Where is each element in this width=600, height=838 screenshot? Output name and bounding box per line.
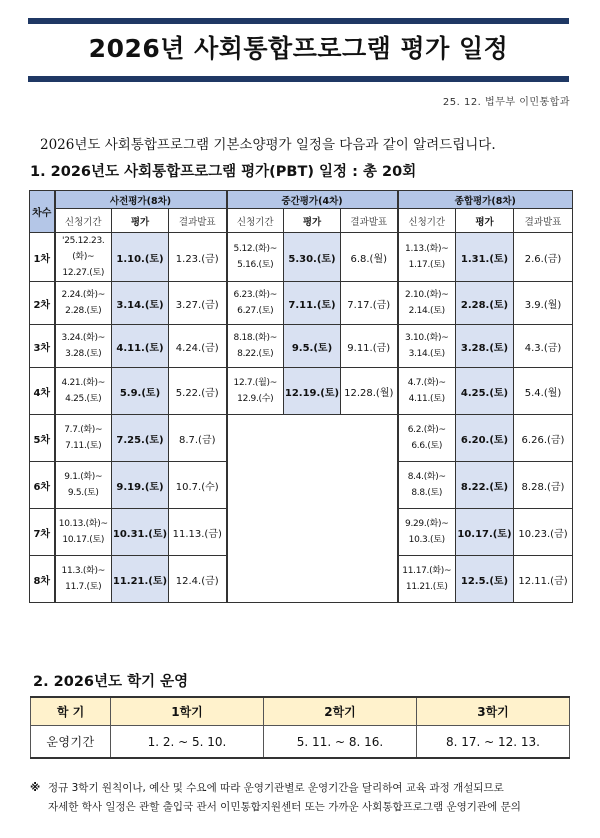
group-header-mid: 중간평가(4차) [227, 191, 398, 209]
mid-eval-date: 7.11.(토) [284, 282, 341, 325]
pre-eval-date: 7.25.(토) [112, 415, 169, 462]
pre-result-date: 11.13.(금) [169, 509, 227, 556]
subheader-eval: 평가 [456, 209, 514, 233]
page-title: 2026년 사회통합프로그램 평가 일정 [88, 34, 509, 63]
final-eval-date: 10.17.(토) [456, 509, 514, 556]
pre-apply-period: '25.12.23.(화)~ 12.27.(토) [55, 233, 112, 282]
note-line-1: 정규 3학기 원칙이나, 예산 및 수요에 따라 운영기관별로 운영기간을 달리하여 교육 과정 개설되므로 [48, 782, 504, 794]
pre-eval-date: 1.10.(토) [112, 233, 169, 282]
section-1-heading: 1. 2026년도 사회통합프로그램 평가(PBT) 일정 : 총 20회 [30, 164, 417, 180]
mid-apply-period: 6.23.(화)~ 6.27.(토) [227, 282, 284, 325]
table-row [30, 282, 573, 325]
subheader-apply: 신청기간 [398, 209, 456, 233]
final-apply-period: 3.10.(화)~ 3.14.(토) [398, 325, 456, 368]
mid-result-date: 9.11.(금) [341, 325, 398, 368]
pre-apply-period: 10.13.(화)~ 10.17.(토) [55, 509, 112, 556]
final-apply-period: 1.13.(화)~ 1.17.(토) [398, 233, 456, 282]
pre-result-date: 1.23.(금) [169, 233, 227, 282]
pre-apply-period: 3.24.(화)~ 3.28.(토) [55, 325, 112, 368]
table-row [30, 368, 573, 415]
final-apply-period: 2.10.(화)~ 2.14.(토) [398, 282, 456, 325]
pre-result-date: 3.27.(금) [169, 282, 227, 325]
round-label: 6차 [30, 462, 55, 509]
final-eval-date: 8.22.(토) [456, 462, 514, 509]
round-label: 5차 [30, 415, 55, 462]
final-eval-date: 4.25.(토) [456, 368, 514, 415]
pre-apply-period: 7.7.(화)~ 7.11.(토) [55, 415, 112, 462]
semester-period: 5. 11. ~ 8. 16. [264, 726, 417, 759]
mid-result-date: 12.28.(월) [341, 368, 398, 415]
pre-eval-date: 4.11.(토) [112, 325, 169, 368]
pre-apply-period: 9.1.(화)~ 9.5.(토) [55, 462, 112, 509]
subheader-result: 결과발표 [341, 209, 398, 233]
note-line-2: 자세한 학사 일정은 관할 출입국 관서 이민통합지원센터 또는 가까운 사회통합프로그램 운영기관에 문의 [48, 801, 521, 813]
semester-period: 8. 17. ~ 12. 13. [417, 726, 570, 759]
final-result-date: 10.23.(금) [514, 509, 573, 556]
round-label: 8차 [30, 556, 55, 603]
pre-eval-date: 10.31.(토) [112, 509, 169, 556]
pre-apply-period: 11.3.(화)~ 11.7.(토) [55, 556, 112, 603]
semester-name: 3학기 [417, 697, 570, 726]
final-eval-date: 12.5.(토) [456, 556, 514, 603]
final-apply-period: 6.2.(화)~ 6.6.(토) [398, 415, 456, 462]
pre-result-date: 8.7.(금) [169, 415, 227, 462]
semester-header: 학 기 [31, 697, 111, 726]
pre-apply-period: 2.24.(화)~ 2.28.(토) [55, 282, 112, 325]
subheader-result: 결과발표 [169, 209, 227, 233]
mid-eval-date: 9.5.(토) [284, 325, 341, 368]
round-header: 차수 [30, 191, 55, 233]
round-label: 4차 [30, 368, 55, 415]
round-label: 2차 [30, 282, 55, 325]
evaluation-schedule-table [29, 190, 573, 603]
final-result-date: 4.3.(금) [514, 325, 573, 368]
mid-result-date: 7.17.(금) [341, 282, 398, 325]
pre-result-date: 5.22.(금) [169, 368, 227, 415]
mid-apply-period: 5.12.(화)~ 5.16.(토) [227, 233, 284, 282]
mid-eval-date: 5.30.(토) [284, 233, 341, 282]
subheader-eval: 평가 [112, 209, 169, 233]
group-header-final: 종합평가(8차) [398, 191, 573, 209]
mid-result-date: 6.8.(월) [341, 233, 398, 282]
table-row [30, 415, 573, 462]
semester-name: 1학기 [111, 697, 264, 726]
mid-apply-period: 8.18.(화)~ 8.22.(토) [227, 325, 284, 368]
final-result-date: 5.4.(월) [514, 368, 573, 415]
final-apply-period: 11.17.(화)~ 11.21.(토) [398, 556, 456, 603]
subheader-apply: 신청기간 [55, 209, 112, 233]
final-result-date: 8.28.(금) [514, 462, 573, 509]
pre-result-date: 12.4.(금) [169, 556, 227, 603]
final-apply-period: 8.4.(화)~ 8.8.(토) [398, 462, 456, 509]
issue-date: 25. 12. 법무부 이민통합과 [442, 97, 570, 108]
intro-text: 2026년도 사회통합프로그램 기본소양평가 일정을 다음과 같이 알려드립니다. [40, 137, 496, 153]
mid-empty-cell [227, 415, 398, 603]
final-result-date: 2.6.(금) [514, 233, 573, 282]
pre-eval-date: 5.9.(토) [112, 368, 169, 415]
semester-period: 1. 2. ~ 5. 10. [111, 726, 264, 759]
final-eval-date: 1.31.(토) [456, 233, 514, 282]
final-apply-period: 9.29.(화)~ 10.3.(토) [398, 509, 456, 556]
mid-eval-date: 12.19.(토) [284, 368, 341, 415]
period-label: 운영기간 [31, 726, 111, 759]
mid-apply-period: 12.7.(월)~ 12.9.(수) [227, 368, 284, 415]
title-bottom-bar [28, 76, 569, 82]
semester-table [30, 696, 570, 759]
pre-eval-date: 9.19.(토) [112, 462, 169, 509]
round-label: 1차 [30, 233, 55, 282]
final-eval-date: 3.28.(토) [456, 325, 514, 368]
table-row [30, 325, 573, 368]
final-apply-period: 4.7.(화)~ 4.11.(토) [398, 368, 456, 415]
final-result-date: 3.9.(월) [514, 282, 573, 325]
table-row [30, 233, 573, 282]
section-2-heading: 2. 2026년도 학기 운영 [33, 674, 189, 690]
final-result-date: 6.26.(금) [514, 415, 573, 462]
pre-eval-date: 3.14.(토) [112, 282, 169, 325]
round-label: 7차 [30, 509, 55, 556]
note-mark: ※ [30, 782, 41, 794]
pre-result-date: 4.24.(금) [169, 325, 227, 368]
subheader-apply: 신청기간 [227, 209, 284, 233]
round-label: 3차 [30, 325, 55, 368]
title-top-bar [28, 18, 569, 24]
pre-eval-date: 11.21.(토) [112, 556, 169, 603]
subheader-eval: 평가 [284, 209, 341, 233]
group-header-pre: 사전평가(8차) [55, 191, 227, 209]
final-eval-date: 2.28.(토) [456, 282, 514, 325]
pre-result-date: 10.7.(수) [169, 462, 227, 509]
pre-apply-period: 4.21.(화)~ 4.25.(토) [55, 368, 112, 415]
semester-name: 2학기 [264, 697, 417, 726]
final-eval-date: 6.20.(토) [456, 415, 514, 462]
subheader-result: 결과발표 [514, 209, 573, 233]
footnote [30, 779, 585, 817]
final-result-date: 12.11.(금) [514, 556, 573, 603]
